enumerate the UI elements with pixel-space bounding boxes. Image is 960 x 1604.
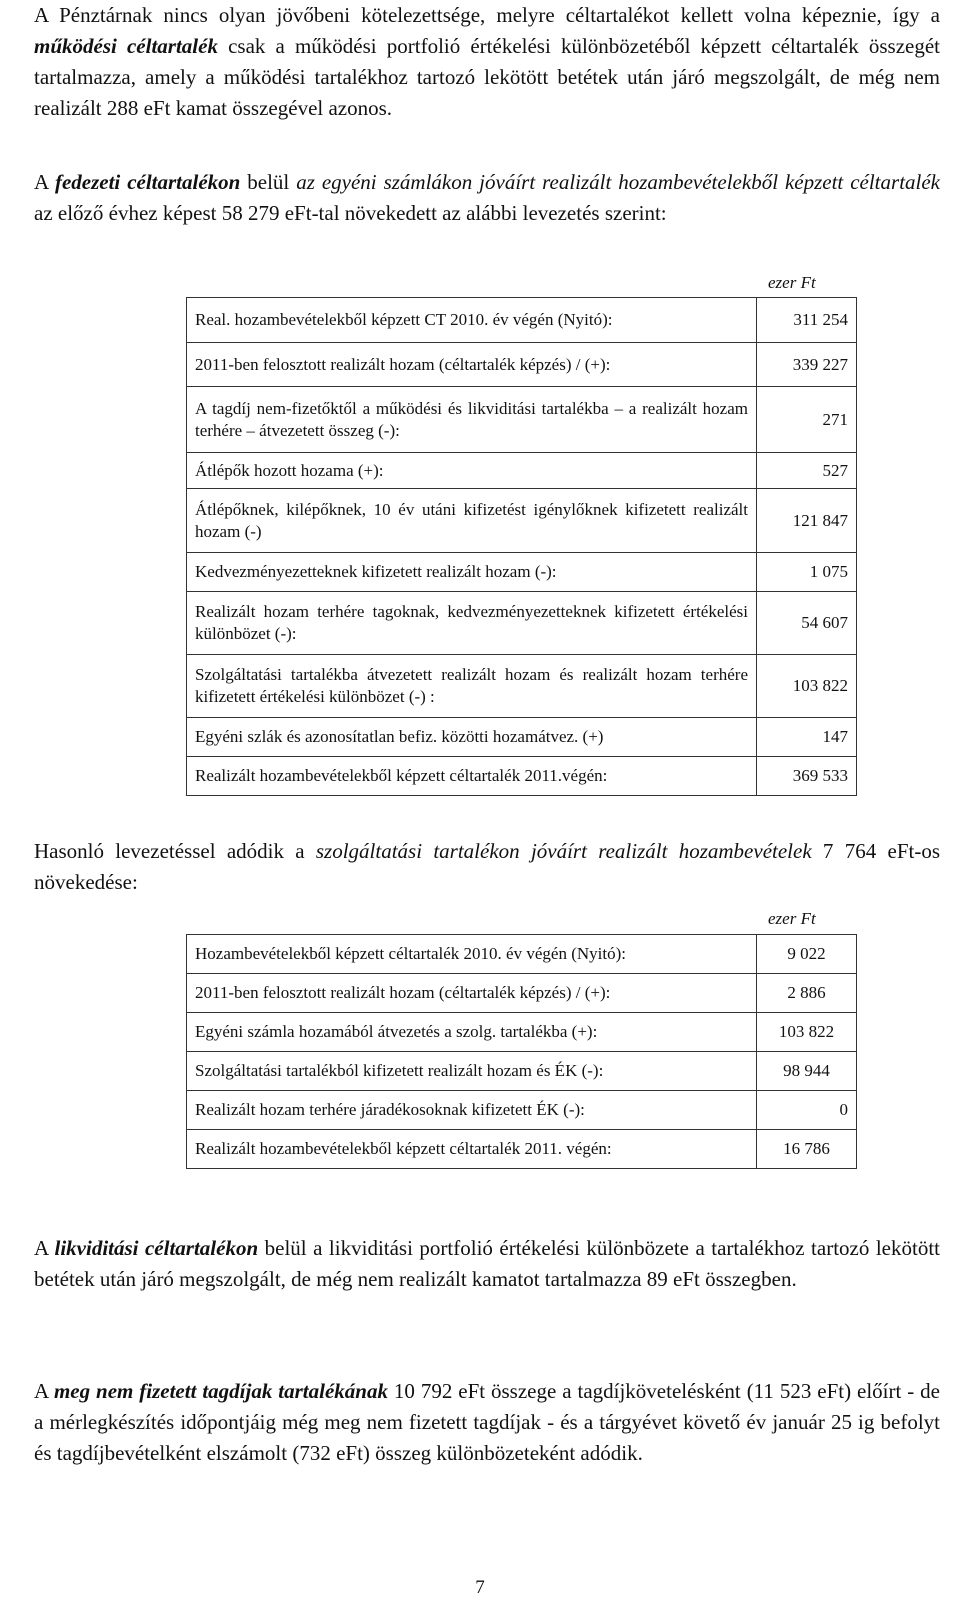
table-row bbox=[187, 655, 857, 718]
italic-phrase: az egyéni számlákon jóváírt realizált hozambevételekből képzett céltartalék bbox=[296, 170, 940, 194]
text: Hasonló levezetéssel adódik a bbox=[34, 839, 316, 863]
row-value: 54 607 bbox=[757, 592, 857, 655]
table-row bbox=[187, 935, 857, 974]
paragraph-liquidity-provision bbox=[34, 1233, 940, 1295]
row-label: Szolgáltatási tartalékból kifizetett realizált hozam és ÉK (-): bbox=[187, 1052, 757, 1091]
table-row bbox=[187, 489, 857, 553]
row-value: 9 022 bbox=[757, 935, 857, 974]
table-service-reserve-yield bbox=[186, 934, 857, 1169]
row-value: 1 075 bbox=[757, 553, 857, 592]
row-label: Realizált hozam terhére tagoknak, kedvezményezetteknek kifizetett értékelési különbözet (-): bbox=[187, 592, 757, 655]
table-realized-yield-provision bbox=[186, 297, 857, 796]
row-value: 147 bbox=[757, 718, 857, 757]
row-label: Átlépőknek, kilépőknek, 10 év utáni kifizetést igénylőknek kifizetett realizált hozam (-) bbox=[187, 489, 757, 553]
table-row bbox=[187, 757, 857, 796]
text: csak a működési portfolió értékelési különbözetéből képzett céltartalék összegét tartalmazza, amely a működési tartalékhoz tartozó lekötött betétek után járó megszolgált, de még nem realizált 288 eFt kamat összegével azonos. bbox=[34, 34, 940, 120]
row-value: 2 886 bbox=[757, 974, 857, 1013]
row-label: Kedvezményezetteknek kifizetett realizált hozam (-): bbox=[187, 553, 757, 592]
table-row bbox=[187, 1091, 857, 1130]
row-label: 2011-ben felosztott realizált hozam (céltartalék képzés) / (+): bbox=[187, 974, 757, 1013]
table-row bbox=[187, 1052, 857, 1091]
text: az előző évhez képest 58 279 eFt-tal növekedett az alábbi levezetés szerint: bbox=[34, 201, 667, 225]
row-value: 103 822 bbox=[757, 655, 857, 718]
row-label: Real. hozambevételekből képzett CT 2010. év végén (Nyitó): bbox=[187, 298, 757, 343]
paragraph-coverage-provision bbox=[34, 167, 940, 229]
row-value: 527 bbox=[757, 453, 857, 489]
row-label: Egyéni szlák és azonosítatlan befiz. közötti hozamátvez. (+) bbox=[187, 718, 757, 757]
text: A bbox=[34, 170, 55, 194]
row-value: 98 944 bbox=[757, 1052, 857, 1091]
table-row bbox=[187, 974, 857, 1013]
table-row bbox=[187, 453, 857, 489]
row-value: 339 227 bbox=[757, 343, 857, 387]
text: 7 764 eFt-os növekedése: bbox=[34, 839, 940, 894]
text: belül a likviditási portfolió értékelési különbözete a tartalékhoz tartozó lekötött betétek után járó megszolgált, de még nem realizált kamatot tartalmazza 89 eFt összegben. bbox=[34, 1236, 940, 1291]
table-row bbox=[187, 592, 857, 655]
row-value: 0 bbox=[757, 1091, 857, 1130]
table-row bbox=[187, 1013, 857, 1052]
row-value: 121 847 bbox=[757, 489, 857, 553]
row-label: Egyéni számla hozamából átvezetés a szolg. tartalékba (+): bbox=[187, 1013, 757, 1052]
term-liquidity-provision: likviditási céltartalékon bbox=[54, 1236, 259, 1260]
paragraph-service-reserve bbox=[34, 836, 940, 898]
row-label: Hozambevételekből képzett céltartalék 2010. év végén (Nyitó): bbox=[187, 935, 757, 974]
text: A bbox=[34, 1379, 54, 1403]
row-label: A tagdíj nem-fizetőktől a működési és likviditási tartalékba – a realizált hozam terhére – átvezetett összeg (-): bbox=[187, 387, 757, 453]
page-number: 7 bbox=[475, 1577, 485, 1598]
row-label: Realizált hozam terhére járadékosoknak kifizetett ÉK (-): bbox=[187, 1091, 757, 1130]
table-row bbox=[187, 553, 857, 592]
term-coverage-provision: fedezeti céltartalékon bbox=[54, 170, 241, 194]
row-value: 16 786 bbox=[757, 1130, 857, 1169]
paragraph-unpaid-fees-reserve bbox=[34, 1376, 940, 1469]
row-label: Szolgáltatási tartalékba átvezetett realizált hozam és realizált hozam terhére kifizetett értékelési különbözet (-) : bbox=[187, 655, 757, 718]
table-row bbox=[187, 718, 857, 757]
table2-unit-label: ezer Ft bbox=[768, 909, 816, 928]
text: A bbox=[34, 1236, 55, 1260]
row-label: Átlépők hozott hozama (+): bbox=[187, 453, 757, 489]
row-value: 311 254 bbox=[757, 298, 857, 343]
term-operating-provision: működési céltartalék bbox=[34, 34, 218, 58]
table1-unit-label: ezer Ft bbox=[768, 273, 816, 292]
text: 10 792 eFt összege a tagdíjkövetelésként (11 523 eFt) előírt - de a mérlegkészítés időpontjáig még meg nem fizetett tagdíjak - és a tárgyévet követő év január 25 ig befolyt és tagdíjbevételként elszámolt (732 eFt) összeg különbözeteként adódik. bbox=[34, 1379, 940, 1465]
term-unpaid-fees-reserve: meg nem fizetett tagdíjak tartalékának bbox=[53, 1379, 388, 1403]
text: A Pénztárnak nincs olyan jövőbeni kötelezettsége, melyre céltartalékot kellett volna képeznie, így a bbox=[34, 3, 940, 27]
table-row bbox=[187, 1130, 857, 1169]
italic-phrase: szolgáltatási tartalékon jóváírt realizált hozambevételek bbox=[315, 839, 812, 863]
table-row bbox=[187, 387, 857, 453]
row-value: 271 bbox=[757, 387, 857, 453]
paragraph-operating-provision bbox=[34, 0, 940, 124]
row-value: 369 533 bbox=[757, 757, 857, 796]
row-value: 103 822 bbox=[757, 1013, 857, 1052]
row-label: Realizált hozambevételekből képzett céltartalék 2011.végén: bbox=[187, 757, 757, 796]
text: belül bbox=[240, 170, 297, 194]
row-label: Realizált hozambevételekből képzett céltartalék 2011. végén: bbox=[187, 1130, 757, 1169]
table-row bbox=[187, 343, 857, 387]
table-row bbox=[187, 298, 857, 343]
row-label: 2011-ben felosztott realizált hozam (céltartalék képzés) / (+): bbox=[187, 343, 757, 387]
